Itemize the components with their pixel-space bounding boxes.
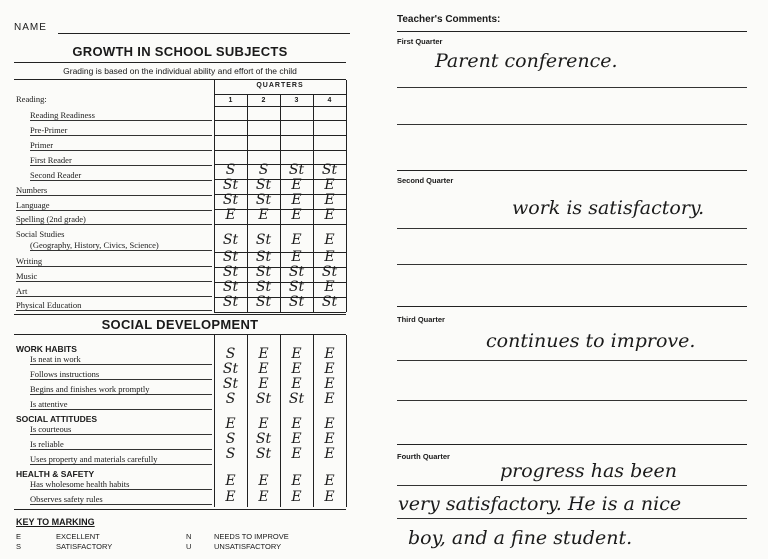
key-code: N bbox=[186, 532, 192, 541]
subject-label: Music bbox=[16, 271, 212, 282]
grade-mark: S bbox=[225, 431, 236, 447]
grade-mark: St bbox=[255, 294, 272, 310]
grade-mark: E bbox=[225, 489, 236, 505]
grade-mark: E bbox=[324, 376, 335, 392]
teacher-comments-page bbox=[380, 0, 768, 559]
grade-mark: E bbox=[291, 489, 302, 505]
social-attitudes-heading: SOCIAL ATTITUDES bbox=[16, 414, 98, 424]
grade-mark: S bbox=[225, 446, 236, 462]
grade-mark: E bbox=[324, 431, 335, 447]
grade-mark: St bbox=[255, 177, 272, 193]
grade-mark: S bbox=[258, 162, 269, 178]
comments-top-rule bbox=[397, 31, 747, 32]
grade-mark: S bbox=[225, 346, 236, 362]
behavior-label: Is reliable bbox=[30, 439, 212, 450]
grade-mark: E bbox=[291, 473, 302, 489]
grade-mark: St bbox=[321, 264, 338, 280]
key-code: U bbox=[186, 542, 192, 551]
grade-mark: St bbox=[255, 391, 272, 407]
grade-mark: E bbox=[258, 376, 269, 392]
grade-mark: E bbox=[324, 489, 335, 505]
subject-label: First Reader bbox=[30, 155, 212, 166]
grade-mark: St bbox=[222, 279, 239, 295]
grade-mark: E bbox=[324, 416, 335, 432]
grade-mark: E bbox=[291, 177, 302, 193]
grade-mark: E bbox=[324, 249, 335, 265]
growth-title-rule bbox=[14, 62, 346, 63]
quarter-number-3: 3 bbox=[294, 97, 299, 104]
health-safety-heading: HEALTH & SAFETY bbox=[16, 469, 95, 479]
social-top-rule bbox=[14, 314, 346, 315]
grade-mark: E bbox=[291, 207, 302, 223]
key-text: UNSATISFACTORY bbox=[214, 542, 282, 551]
report-card-grades-page bbox=[0, 0, 372, 559]
grade-mark: St bbox=[288, 294, 305, 310]
first-quarter-label: First Quarter bbox=[397, 37, 443, 46]
behavior-label: Observes safety rules bbox=[30, 494, 212, 505]
grade-mark: E bbox=[225, 416, 236, 432]
grade-mark: St bbox=[255, 249, 272, 265]
grade-mark: E bbox=[324, 473, 335, 489]
subject-label: Spelling (2nd grade) bbox=[16, 214, 212, 225]
social-bottom-rule bbox=[14, 509, 346, 510]
grade-mark: St bbox=[321, 294, 338, 310]
grade-mark: St bbox=[288, 279, 305, 295]
grade-mark: E bbox=[324, 192, 335, 208]
growth-section-title: GROWTH IN SCHOOL SUBJECTS bbox=[72, 44, 288, 59]
grade-mark: E bbox=[258, 346, 269, 362]
grade-mark: S bbox=[225, 162, 236, 178]
grading-note: Grading is based on the individual ability and effort of the child bbox=[63, 66, 297, 76]
grade-mark: E bbox=[324, 391, 335, 407]
grade-mark: E bbox=[291, 446, 302, 462]
grade-mark: E bbox=[291, 249, 302, 265]
quarter-number-4: 4 bbox=[327, 97, 332, 104]
grade-mark: E bbox=[258, 489, 269, 505]
quarter-divider bbox=[397, 170, 747, 171]
grade-mark: St bbox=[288, 162, 305, 178]
grade-mark: E bbox=[324, 446, 335, 462]
grade-mark: St bbox=[255, 279, 272, 295]
subject-sublabel: (Geography, History, Civics, Science) bbox=[30, 240, 212, 251]
subject-label: Writing bbox=[16, 256, 212, 267]
grade-mark: St bbox=[255, 192, 272, 208]
grade-mark: St bbox=[255, 232, 272, 248]
grade-mark: St bbox=[222, 264, 239, 280]
grade-mark: E bbox=[324, 177, 335, 193]
subject-label: Primer bbox=[30, 140, 212, 151]
grade-mark: St bbox=[288, 264, 305, 280]
grade-mark: St bbox=[255, 264, 272, 280]
grade-mark: St bbox=[222, 232, 239, 248]
behavior-label: Is attentive bbox=[30, 399, 212, 410]
subject-label: Language bbox=[16, 200, 212, 211]
grade-mark: E bbox=[291, 192, 302, 208]
work-habits-heading: WORK HABITS bbox=[16, 344, 77, 354]
key-text: NEEDS TO IMPROVE bbox=[214, 532, 289, 541]
grade-mark: St bbox=[222, 294, 239, 310]
grade-mark: E bbox=[258, 361, 269, 377]
grade-mark: St bbox=[255, 446, 272, 462]
key-text: EXCELLENT bbox=[56, 532, 100, 541]
subject-label: Pre-Primer bbox=[30, 125, 212, 136]
name-label: NAME bbox=[14, 22, 47, 33]
grade-mark: S bbox=[225, 391, 236, 407]
subject-label: Physical Education bbox=[16, 300, 212, 311]
grade-mark: E bbox=[258, 473, 269, 489]
grade-mark: E bbox=[291, 346, 302, 362]
grade-mark: St bbox=[255, 431, 272, 447]
reading-label: Reading: bbox=[16, 94, 47, 104]
grade-mark: E bbox=[324, 207, 335, 223]
subject-label: Social Studies bbox=[16, 229, 65, 239]
grade-mark: E bbox=[291, 416, 302, 432]
social-section-title: SOCIAL DEVELOPMENT bbox=[101, 317, 259, 332]
grade-mark: E bbox=[291, 431, 302, 447]
grade-mark: E bbox=[258, 207, 269, 223]
name-field bbox=[14, 22, 350, 36]
fourth-quarter-comment-line-3: boy, and a fine student. bbox=[408, 527, 633, 549]
behavior-label: Begins and finishes work promptly bbox=[30, 384, 212, 395]
second-quarter-comment: work is satisfactory. bbox=[512, 197, 705, 219]
fourth-quarter-comment-line-2: very satisfactory. He is a nice bbox=[398, 493, 682, 515]
key-code: E bbox=[16, 532, 22, 541]
teacher-comments-title: Teacher's Comments: bbox=[397, 14, 501, 25]
key-text: SATISFACTORY bbox=[56, 542, 113, 551]
behavior-label: Has wholesome health habits bbox=[30, 479, 212, 490]
grade-mark: St bbox=[288, 391, 305, 407]
second-quarter-label: Second Quarter bbox=[397, 176, 454, 185]
fourth-quarter-label: Fourth Quarter bbox=[397, 452, 450, 461]
behavior-label: Uses property and materials carefully bbox=[30, 454, 212, 465]
grade-mark: E bbox=[291, 361, 302, 377]
grade-mark: St bbox=[222, 249, 239, 265]
behavior-label: Is courteous bbox=[30, 424, 212, 435]
subject-label: Second Reader bbox=[30, 170, 212, 181]
grade-mark: E bbox=[225, 207, 236, 223]
grade-mark: St bbox=[222, 361, 239, 377]
subject-label: Reading Readiness bbox=[30, 110, 212, 121]
grade-mark: E bbox=[291, 376, 302, 392]
quarter-divider bbox=[397, 306, 747, 307]
subject-label: Numbers bbox=[16, 185, 212, 196]
first-quarter-comment: Parent conference. bbox=[435, 50, 618, 72]
grade-mark: E bbox=[324, 346, 335, 362]
quarters-heading: QUARTERS bbox=[256, 82, 304, 89]
grade-mark: E bbox=[291, 232, 302, 248]
grade-mark: St bbox=[222, 192, 239, 208]
behavior-label: Is neat in work bbox=[30, 354, 212, 365]
fourth-quarter-comment-line-1: progress has been bbox=[500, 460, 677, 482]
quarter-number-1: 1 bbox=[228, 97, 233, 104]
grade-mark: St bbox=[321, 162, 338, 178]
grade-mark: E bbox=[324, 232, 335, 248]
key-code: S bbox=[16, 542, 22, 551]
quarter-divider bbox=[397, 444, 747, 445]
third-quarter-comment: continues to improve. bbox=[486, 330, 696, 352]
grade-mark: E bbox=[324, 279, 335, 295]
subject-label: Art bbox=[16, 286, 212, 297]
grade-mark: St bbox=[222, 177, 239, 193]
grade-mark: E bbox=[258, 416, 269, 432]
behavior-label: Follows instructions bbox=[30, 369, 212, 380]
key-title: KEY TO MARKING bbox=[16, 517, 95, 527]
grade-mark: E bbox=[225, 473, 236, 489]
name-line bbox=[58, 33, 350, 34]
quarter-number-2: 2 bbox=[261, 97, 266, 104]
grade-mark: E bbox=[324, 361, 335, 377]
third-quarter-label: Third Quarter bbox=[397, 315, 445, 324]
grade-mark: St bbox=[222, 376, 239, 392]
